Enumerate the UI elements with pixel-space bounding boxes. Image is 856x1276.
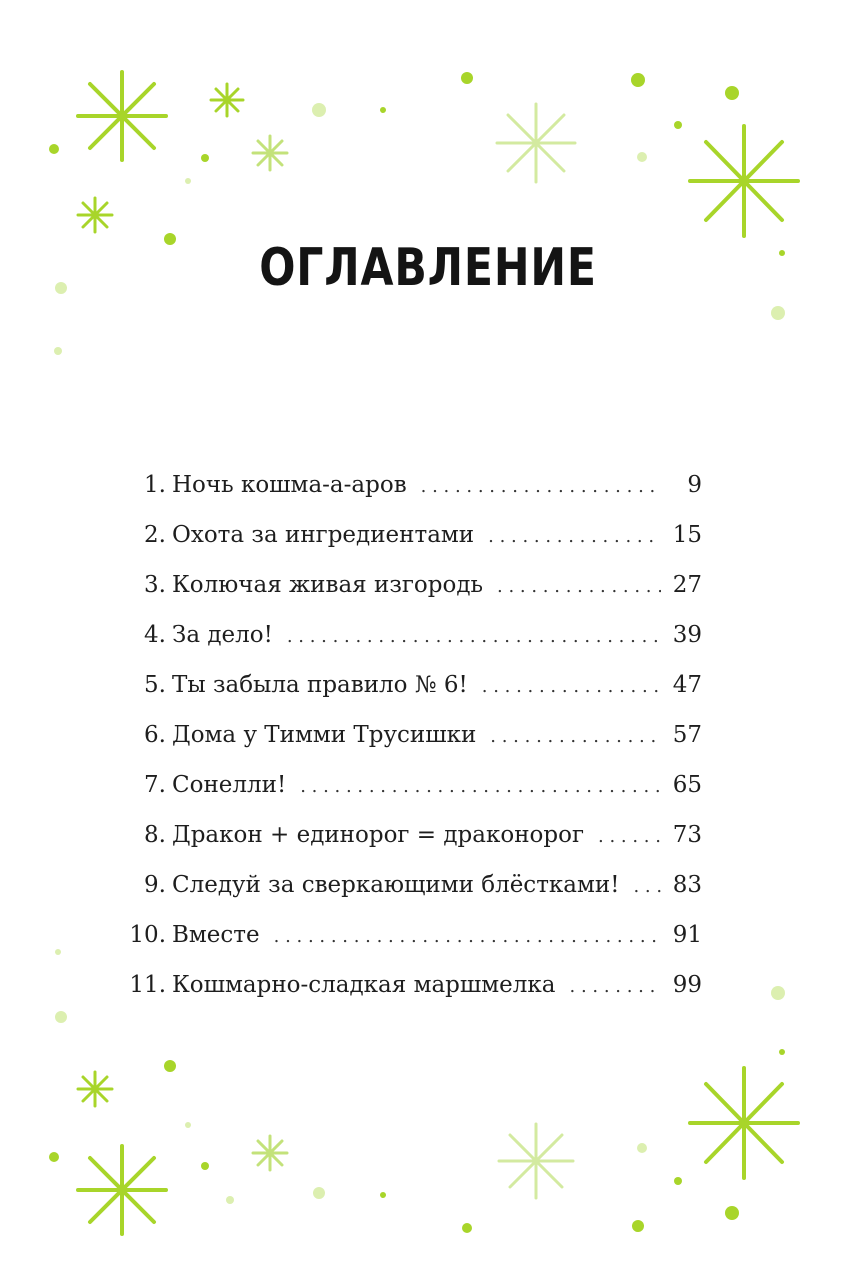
toc-entry-number: 7. <box>144 772 166 798</box>
toc-entry[interactable] <box>124 968 702 1018</box>
toc-entry-page-number: 27 <box>672 572 702 598</box>
toc-entry-number: 11. <box>129 972 166 998</box>
toc-entry-page-number: 15 <box>672 522 702 548</box>
toc-entry-title: Сонелли! <box>172 772 287 798</box>
dot-leader <box>274 920 661 954</box>
star-icon <box>497 104 575 182</box>
toc-entry-title: Охота за ингредиентами <box>172 522 475 548</box>
dot-leader <box>497 570 661 604</box>
toc-entry-number: 5. <box>144 672 166 698</box>
dot-decor-light <box>54 103 785 355</box>
toc-entry-title: Ты забыла правило № 6! <box>172 672 468 698</box>
star-icon <box>690 1068 798 1178</box>
toc-entry-number: 2. <box>144 522 166 548</box>
dot-decor <box>49 1049 785 1233</box>
toc-entry-number: 10. <box>129 922 166 948</box>
toc-entry-page-number: 9 <box>687 472 702 498</box>
toc-entry-page-number: 57 <box>672 722 702 748</box>
dot-leader <box>287 620 661 654</box>
toc-entry-page-number: 39 <box>672 622 702 648</box>
dot-decor-light <box>185 1122 647 1204</box>
dot-leader <box>570 970 661 1004</box>
dot-leader <box>488 520 661 554</box>
toc-entry[interactable] <box>124 618 702 668</box>
toc-entry-page-number: 73 <box>672 822 702 848</box>
star-icon <box>78 72 166 160</box>
star-icon <box>690 126 798 236</box>
star-icon <box>499 1124 573 1198</box>
star-icon <box>78 1072 112 1106</box>
toc-entry-title: За дело! <box>172 622 273 648</box>
dot-leader <box>598 820 661 854</box>
dot-leader <box>482 670 661 704</box>
toc-entry[interactable] <box>124 718 702 768</box>
toc-entry[interactable] <box>124 568 702 618</box>
star-icon <box>253 1136 287 1170</box>
dot-leader <box>490 720 660 754</box>
page-title: ОГЛАВЛЕНИЕ <box>259 238 597 298</box>
dot-leader <box>633 870 660 904</box>
toc-entry-number: 8. <box>144 822 166 848</box>
toc-entry-number: 1. <box>144 472 166 498</box>
toc-entry[interactable] <box>124 768 702 818</box>
table-of-contents <box>124 468 702 1018</box>
star-icon <box>253 136 287 170</box>
toc-entry-page-number: 47 <box>672 672 702 698</box>
toc-entry[interactable] <box>124 918 702 968</box>
toc-entry-page-number: 65 <box>672 772 702 798</box>
toc-entry-page-number: 99 <box>672 972 702 998</box>
dot-leader <box>421 470 662 504</box>
star-icon <box>78 198 112 232</box>
toc-entry-title: Следуй за сверкающими блёстками! <box>172 872 620 898</box>
star-icon <box>211 84 243 116</box>
toc-entry[interactable] <box>124 818 702 868</box>
toc-entry[interactable] <box>124 468 702 518</box>
dot-decor <box>49 72 785 256</box>
toc-entry[interactable] <box>124 518 702 568</box>
toc-entry[interactable] <box>124 868 702 918</box>
dot-leader <box>300 770 661 804</box>
toc-entry-title: Дома у Тимми Трусишки <box>172 722 477 748</box>
toc-entry-title: Кошмарно-сладкая маршмелка <box>172 972 556 998</box>
toc-entry-number: 4. <box>144 622 166 648</box>
toc-entry-page-number: 91 <box>672 922 702 948</box>
star-icon <box>78 1146 166 1234</box>
toc-entry-title: Колючая живая изгородь <box>172 572 484 598</box>
toc-entry-title: Ночь кошма-а-аров <box>172 472 407 498</box>
toc-entry-page-number: 83 <box>672 872 702 898</box>
toc-entry-number: 9. <box>144 872 166 898</box>
toc-entry-title: Дракон + единорог = драконорог <box>172 822 584 848</box>
toc-entry-number: 3. <box>144 572 166 598</box>
toc-entry[interactable] <box>124 668 702 718</box>
toc-entry-title: Вместе <box>172 922 260 948</box>
toc-entry-number: 6. <box>144 722 166 748</box>
